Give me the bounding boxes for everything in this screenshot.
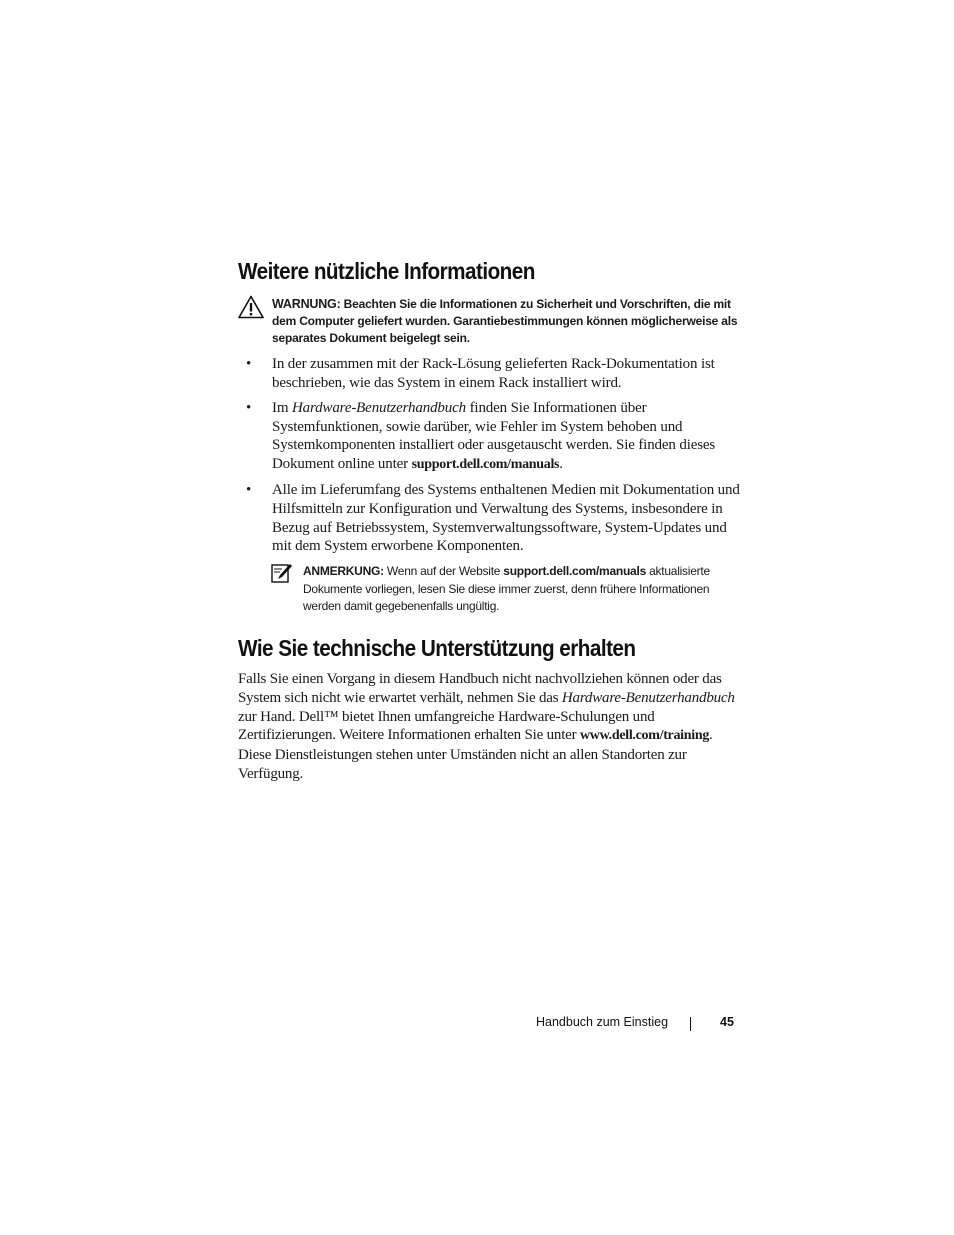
section-heading-more-info: Weitere nützliche Informationen: [238, 258, 535, 284]
note-text: [303, 563, 743, 616]
warning-text: [272, 296, 742, 347]
para-mid: zur Hand. Dell™ bietet Ihnen umfangreiche Hardware-Schulungen und Zertifizierungen. Weitere Informationen erhalten Sie unter: [238, 708, 655, 744]
list-item: [246, 481, 741, 556]
bullet-text-post: .: [559, 456, 563, 473]
list-item: [246, 399, 741, 475]
section-heading-support: Wie Sie technische Unterstützung erhalten: [238, 635, 636, 661]
footer-separator: [690, 1017, 691, 1031]
bullet-marker: •: [246, 356, 252, 372]
warning-body: Beachten Sie die Informationen zu Sicherheit und Vorschriften, die mit dem Computer geliefert wurden. Garantiebestimmungen können möglicherweise als separates Dokument beigelegt sein.: [272, 297, 738, 345]
note-link[interactable]: support.dell.com/manuals: [503, 564, 646, 578]
para-post: . Diese Dienstleistungen stehen unter Umständen nicht an allen Standorten zur Verfügung.: [238, 727, 713, 782]
bullet-marker: •: [246, 399, 252, 416]
bullet-text-mid: finden Sie Informationen über Systemfunktionen, sowie darüber, wie Fehler im System behoben und Systemkomponenten installiert oder ausgetauscht werden. Sie finden dieses Dokument online unter: [272, 399, 716, 473]
bullet-text-pre: Im: [272, 399, 292, 416]
note-pencil-icon: [271, 562, 293, 584]
manuals-link[interactable]: support.dell.com/manuals: [411, 457, 560, 473]
manual-title: Hardware-Benutzerhandbuch: [561, 689, 735, 706]
list-item: [246, 355, 741, 392]
note-pre: Wenn auf der Website: [383, 564, 504, 578]
info-bullet-list: [246, 355, 741, 563]
bullet-text: Alle im Lieferumfang des Systems enthaltenen Medien mit Dokumentation und Hilfsmitteln zur Konfiguration und Verwaltung des Systems, insbesondere in Bezug auf Betriebssystem, Systemverwaltungssoftware, System-Updates und mit dem System erworbene Komponenten.: [272, 482, 740, 555]
para-pre: Falls Sie einen Vorgang in diesem Handbuch nicht nachvollziehen können oder das System sich nicht wie erwartet verhält, nehmen Sie das: [238, 671, 722, 706]
support-paragraph: [238, 670, 738, 784]
note-label: ANMERKUNG:: [303, 564, 384, 578]
bullet-text: In der zusammen mit der Rack-Lösung gelieferten Rack-Dokumentation ist beschrieben, wie das System in einem Rack installiert wird.: [272, 356, 715, 391]
note-post: aktualisierte Dokumente vorliegen, lesen Sie diese immer zuerst, denn frühere Informationen werden damit gegebenenfalls ungültig.: [303, 564, 710, 613]
warning-label: WARNUNG:: [272, 297, 341, 311]
bullet-marker: •: [246, 482, 252, 499]
warning-triangle-icon: [238, 295, 264, 319]
manual-title: Hardware-Benutzerhandbuch: [291, 399, 466, 416]
training-link[interactable]: www.dell.com/training: [579, 728, 710, 744]
footer-title: Handbuch zum Einstieg: [536, 1015, 669, 1029]
page-number: 45: [720, 1015, 734, 1029]
